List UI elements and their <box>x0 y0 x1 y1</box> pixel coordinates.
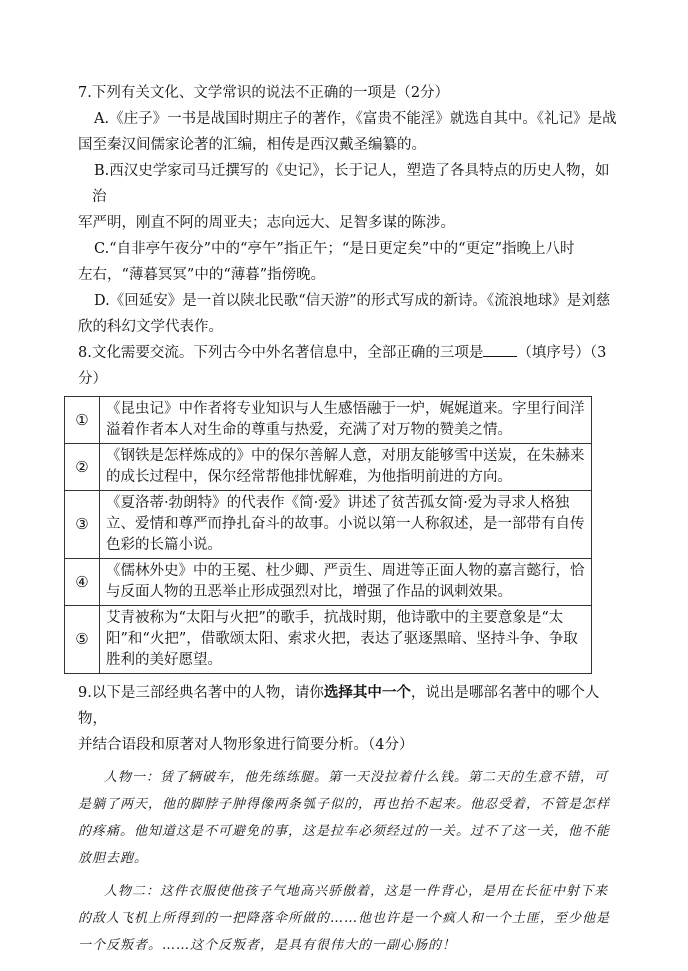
question-8 <box>75 340 618 674</box>
table-row <box>65 606 592 674</box>
table-row <box>65 444 592 491</box>
famous-works-table <box>64 396 592 674</box>
q7-option-c-line1: C.“自非亭午夜分”中的“亭午”指正午；“是日更定矣”中的“更定”指晚上八时 <box>94 241 575 257</box>
q7-option-b-line1: B.西汉史学家司马迁撰写的《史记》，长于记人，塑造了各具特点的历史人物，如治 <box>92 163 610 205</box>
row-text: 艾青被称为“太阳与火把”的歌手，抗战时期，他诗歌中的主要意象是“太阳”和“火把”，借歌颂太阳、索求火把，表达了驱逐黑暗、坚持斗争、争取胜利的美好愿望。 <box>100 606 592 674</box>
question-9 <box>78 680 618 959</box>
q7-option-d-line2: 欣的科幻文学代表作。 <box>78 319 223 335</box>
row-number: ② <box>65 444 100 491</box>
q7-option-a-line2: 国至秦汉间儒家论著的汇编，相传是西汉戴圣编纂的。 <box>78 137 426 153</box>
row-number: ⑤ <box>65 606 100 674</box>
row-text: 《夏洛蒂·勃朗特》的代表作《简·爱》讲述了贫苦孤女简·爱为寻求人格独立、爱情和尊严而挣扎奋斗的故事。小说以第一人称叙述，是一部带有自传色彩的长篇小说。 <box>100 491 592 559</box>
q7-option-d-line1: D.《回延安》是一首以陕北民歌“信天游”的形式写成的新诗。《流浪地球》是刘慈 <box>94 293 611 309</box>
row-text: 《儒林外史》中的王冕、杜少卿、严贡生、周进等正面人物的嘉言懿行，恰与反面人物的丑恶举止形成强烈对比，增强了作品的讽刺效果。 <box>100 559 592 606</box>
q9-title-emphasis: 选择其中一个 <box>323 684 411 701</box>
q7-option-a-line1: A.《庄子》一书是战国时期庄子的著作，《富贵不能淫》就选自其中。《礼记》是战 <box>94 111 617 127</box>
row-number: ① <box>65 397 100 444</box>
table-row <box>65 559 592 606</box>
q7-option-b-line2: 军严明，刚直不阿的周亚夫；志向远大、足智多谋的陈涉。 <box>78 215 455 231</box>
question-9-title-line2: 并结合语段和原著对人物形象进行简要分析。（4分） <box>78 737 414 753</box>
row-text: 《钢铁是怎样炼成的》中的保尔善解人意，对朋友能够雪中送炭，在朱赫来的成长过程中，保尔经常帮他排忧解难，为他指明前进的方向。 <box>100 444 592 491</box>
q8-title-text: 8.文化需要交流。下列古今中外名著信息中，全部正确的三项是 <box>78 345 484 361</box>
table-row <box>65 397 592 444</box>
q9-title-text: 9.以下是三部经典名著中的人物，请你 <box>78 685 324 701</box>
row-number: ④ <box>65 559 100 606</box>
q8-title-suffix: （填序号）（3分） <box>78 345 607 387</box>
table-row <box>65 491 592 559</box>
row-number: ③ <box>65 491 100 559</box>
answer-blank[interactable] <box>483 342 517 357</box>
q7-option-c-line2: 左右，“薄暮冥冥”中的“薄暮”指傍晚。 <box>78 267 326 283</box>
q9-title-text-2: ，说出是哪部名著中的哪个人物， <box>78 685 600 727</box>
question-7 <box>78 80 618 340</box>
character-one-passage: 人物一：赁了辆破车，他先练练腿。第一天没拉着什么钱。第二天的生意不错，可是躺了两天，他的脚脖子肿得像两条瓠子似的，再也抬不起来。他忍受着，不管是怎样的疼痛。他知道这是不可避免的事，这是拉车必须经过的一关。过不了这一关，他不能放胆去跑。 <box>78 770 611 866</box>
question-8-title <box>78 340 618 392</box>
question-7-title: 7.下列有关文化、文学常识的说法不正确的一项是（2分） <box>78 85 450 101</box>
character-two-passage: 人物二：这件衣服使他孩子气地高兴骄傲着，这是一件背心，是用在长征中射下来的敌人飞机上所得到的一把降落伞所做的……他也许是一个疯人和一个土匪，至少他是一个反叛者。……这个反叛者，是具有很伟大的一副心肠的！ <box>78 884 611 953</box>
row-text: 《昆虫记》中作者将专业知识与人生感悟融于一炉，娓娓道来。字里行间洋溢着作者本人对生命的尊重与热爱，充满了对万物的赞美之情。 <box>100 397 592 444</box>
question-9-title <box>78 680 618 732</box>
